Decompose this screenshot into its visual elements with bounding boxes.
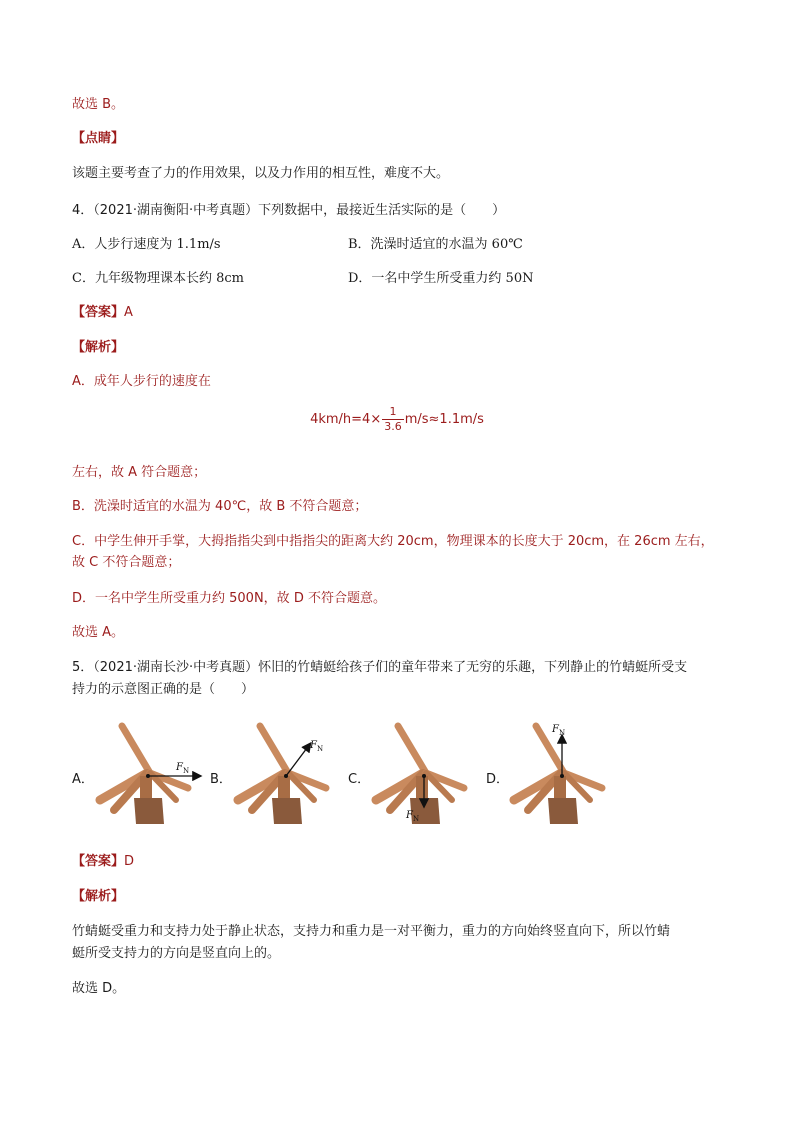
q5-answer (72, 853, 134, 871)
formula-left: 4km/h=4× (310, 412, 382, 427)
force-label-a: F (176, 762, 183, 773)
q5-stem-1: 5．（2021·湖南长沙·中考真题）怀旧的竹蜻蜓给孩子们的童年带来了无穷的乐趣，下列静止的竹蜻蜓所受支 (72, 660, 688, 675)
q4-answer (72, 304, 133, 322)
q4-option-d: D．一名中学生所受重力约 50N (348, 271, 534, 286)
formula-denominator: 3.6 (384, 420, 402, 433)
q5-option-b-label: B． (210, 772, 232, 787)
q5-analysis-1: 竹蜻蜓受重力和支持力处于静止状态，支持力和重力是一对平衡力，重力的方向始终竖直向下，所以竹蜻 (72, 924, 671, 939)
q5-answer-tag: 【答案】 (72, 854, 125, 869)
q5-analysis-tag: 【解析】 (72, 889, 125, 904)
q5-answer-value: D (124, 854, 135, 869)
q4-option-a: A．人步行速度为 1.1m/s (72, 237, 221, 252)
comment-tag: 【点睛】 (72, 131, 125, 146)
q4-option-c: C．九年级物理课本长约 8cm (72, 271, 244, 286)
bamboo-dragonfly-a (100, 726, 188, 824)
force-label-d: F (552, 724, 559, 735)
q5-figure-d (506, 718, 626, 828)
q4-analysis-c-1: C．中学生伸开手掌，大拇指指尖到中指指尖的距离大约 20cm，物理课本的长度大于 20cm，在 26cm 左右， (72, 534, 714, 549)
q4-analysis-a-conclusion: 左右，故 A 符合题意； (72, 465, 207, 480)
force-label-b: F (310, 740, 317, 751)
q4-choose: 故选 A。 (72, 625, 125, 640)
force-label-c: F (406, 810, 413, 821)
force-sub-a: N (183, 767, 190, 775)
q5-choose: 故选 D。 (72, 981, 126, 996)
q4-analysis-tag: 【解析】 (72, 340, 125, 355)
q5-option-a-label: A． (72, 772, 94, 787)
q5-figure-b (230, 718, 350, 828)
bamboo-dragonfly-c (376, 726, 464, 824)
q4-analysis-d: D．一名中学生所受重力约 500N，故 D 不符合题意。 (72, 591, 386, 606)
q4-answer-tag: 【答案】 (72, 305, 125, 320)
q5-option-c-label: C． (348, 772, 371, 787)
bamboo-dragonfly-d (514, 726, 602, 824)
formula-right: m/s≈1.1m/s (404, 412, 484, 427)
q5-option-d-label: D． (486, 772, 510, 787)
q5-figure-a (92, 718, 212, 828)
q4-formula (0, 405, 794, 434)
q5-figure-c (368, 718, 488, 828)
force-sub-c: N (413, 815, 420, 823)
q4-analysis-b: B．洗澡时适宜的水温为 40℃，故 B 不符合题意； (72, 499, 368, 514)
q5-analysis-2: 蜓所受支持力的方向是竖直向上的。 (72, 946, 281, 961)
q4-analysis-c-2: 故 C 不符合题意； (72, 555, 181, 570)
q4-option-b: B．洗澡时适宜的水温为 60℃ (348, 237, 523, 252)
q5-stem-2: 持力的示意图正确的是（ ） (72, 682, 255, 697)
q4-stem: 4．（2021·湖南衡阳·中考真题）下列数据中，最接近生活实际的是（ ） (72, 203, 506, 218)
comment-text: 该题主要考查了力的作用效果，以及力作用的相互性，难度不大。 (72, 166, 450, 181)
force-arrow-b (286, 744, 310, 776)
prev-choose-b: 故选 B。 (72, 97, 125, 112)
formula-numerator: 1 (382, 405, 404, 420)
formula-fraction (382, 405, 404, 434)
q4-analysis-a: A．成年人步行的速度在 (72, 374, 211, 389)
force-sub-d: N (559, 729, 566, 737)
q4-answer-value: A (124, 305, 133, 320)
force-sub-b: N (317, 745, 324, 753)
